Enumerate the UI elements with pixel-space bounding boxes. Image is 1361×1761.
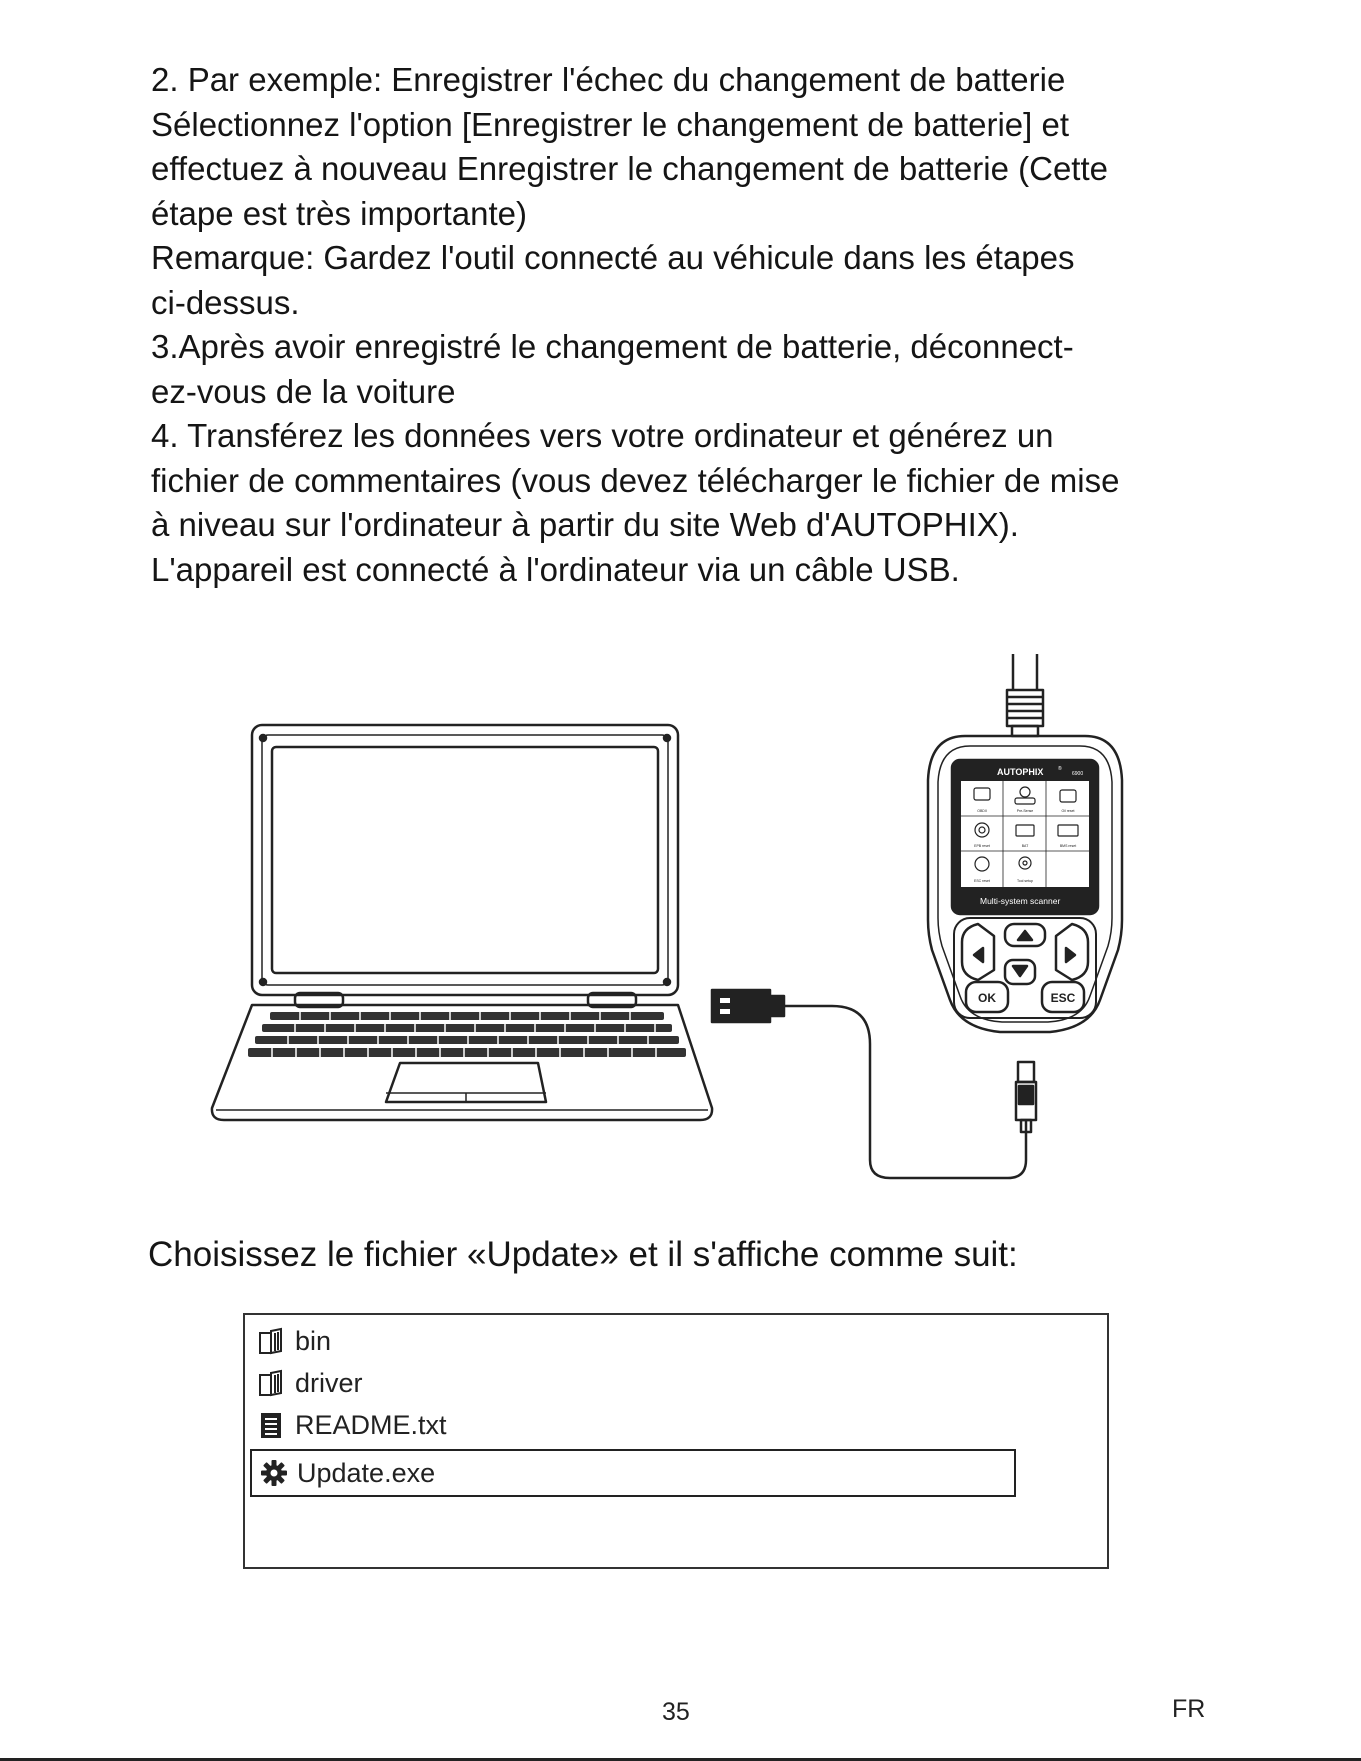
menu-label: OBDII	[977, 809, 987, 813]
step-line: étape est très importante)	[151, 194, 528, 232]
file-row-driver[interactable]	[257, 1363, 1015, 1403]
device-esc-key: ESC	[1050, 991, 1076, 1005]
device-screen-caption: Multi-system scanner	[980, 896, 1061, 906]
step-line: fichier de commentaires (vous devez télécharger le fichier de mise	[151, 461, 1120, 499]
instruction-caption: Choisissez le fichier «Update» et il s'affiche comme suit:	[148, 1235, 1018, 1274]
folder-icon	[257, 1368, 287, 1398]
file-name: README.txt	[295, 1409, 447, 1440]
step-line: effectuez à nouveau Enregistrer le changement de batterie (Cette	[151, 150, 1108, 187]
step-line: L'appareil est connecté à l'ordinateur via un câble USB.	[151, 550, 960, 588]
menu-label: EPB reset	[974, 844, 990, 848]
registered-mark: ®	[1058, 766, 1062, 772]
note-line: Remarque: Gardez l'outil connecté au véhicule dans les étapes	[151, 239, 1075, 276]
menu-label: Tool setup	[1017, 879, 1033, 883]
step-line: Sélectionnez l'option [Enregistrer le changement de batterie] et	[151, 105, 1070, 143]
step-line: ez-vous de la voiture	[151, 372, 456, 410]
page-number: 35	[662, 1698, 690, 1726]
menu-label: ESC reset	[974, 879, 990, 883]
file-list-window	[243, 1313, 1109, 1569]
folder-icon	[257, 1326, 287, 1356]
file-name: Update.exe	[297, 1457, 436, 1488]
file-name: bin	[295, 1325, 332, 1356]
language-label: FR	[1172, 1695, 1206, 1723]
gear-icon	[259, 1458, 289, 1488]
file-row-bin[interactable]	[257, 1321, 1015, 1361]
file-row-update-selected[interactable]	[250, 1449, 1016, 1497]
menu-label: BAT	[1021, 844, 1029, 848]
note-line: ci-dessus.	[151, 283, 300, 321]
file-name: driver	[295, 1367, 363, 1398]
menu-label: Pre-Sense	[1016, 809, 1034, 813]
instruction-steps	[151, 58, 1211, 592]
document-icon	[257, 1410, 287, 1440]
file-row-readme[interactable]	[257, 1405, 1015, 1445]
menu-label: Oil reset	[1061, 809, 1075, 813]
obd-scanner-device-icon	[928, 654, 1122, 1032]
step-line: à niveau sur l'ordinateur à partir du site Web d'AUTOPHIX).	[151, 506, 1019, 543]
device-model-label: 6900	[1072, 771, 1084, 777]
device-ok-key: OK	[978, 991, 996, 1005]
device-brand-label: AUTOPHIX	[997, 767, 1044, 777]
step-line: 4. Transférez les données vers votre ordinateur et générez un	[151, 417, 1054, 454]
laptop-icon	[212, 725, 712, 1120]
step-line: 3.Après avoir enregistré le changement de batterie, déconnect-	[151, 328, 1074, 365]
step-line: 2. Par exemple: Enregistrer l'échec du changement de batterie	[151, 61, 1066, 98]
laptop-scanner-connection-illustration	[200, 650, 1160, 1190]
menu-label: BMS reset	[1059, 844, 1077, 848]
